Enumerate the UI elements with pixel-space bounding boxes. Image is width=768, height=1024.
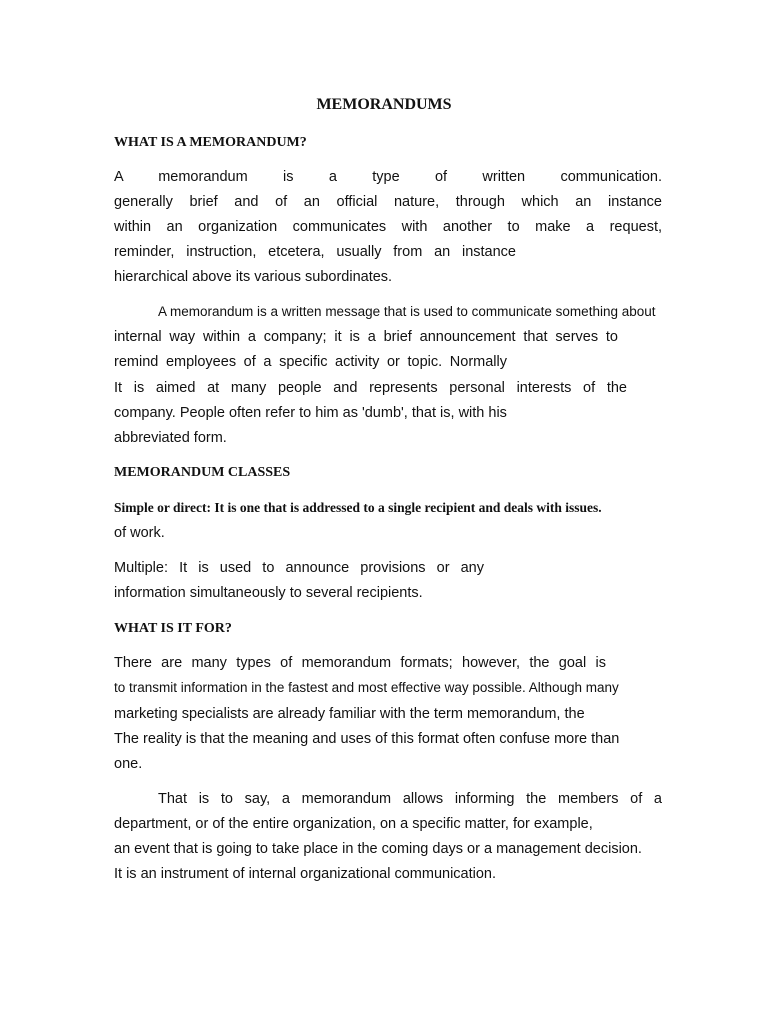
paragraph-line: There are many types of memorandum formats; however, the goal is xyxy=(114,655,606,671)
paragraph-line: hierarchical above its various subordinates. xyxy=(114,269,393,285)
paragraph-line: That is to say, a memorandum allows informing the members of a xyxy=(158,791,662,807)
paragraph-line: generally brief and of an official nature, through which an instance xyxy=(114,194,662,210)
section-heading-what-is-it-for: WHAT IS IT FOR? xyxy=(114,621,232,636)
paragraph-line: Multiple: It is used to announce provisions or any xyxy=(114,560,484,576)
paragraph-line: company. People often refer to him as 'dumb', that is, with his xyxy=(114,405,507,421)
paragraph-line: Simple or direct: It is one that is addressed to a single recipient and deals with issues. xyxy=(114,500,602,515)
paragraph-line: to transmit information in the fastest and most effective way possible. Although many xyxy=(114,680,619,695)
paragraph-line: of work. xyxy=(114,525,165,541)
document-title: MEMORANDUMS xyxy=(316,96,452,113)
paragraph-line: A memorandum is a written message that is used to communicate something about xyxy=(158,304,656,319)
paragraph-line: remind employees of a specific activity or topic. Normally xyxy=(114,354,507,370)
paragraph-line: The reality is that the meaning and uses of this format often confuse more than xyxy=(114,731,620,747)
paragraph-line: marketing specialists are already familiar with the term memorandum, the xyxy=(114,706,585,722)
paragraph-line: internal way within a company; it is a brief announcement that serves to xyxy=(114,329,618,345)
paragraph-line: one. xyxy=(114,756,143,772)
paragraph-line: information simultaneously to several recipients. xyxy=(114,585,423,601)
paragraph-line: reminder, instruction, etcetera, usually from an instance xyxy=(114,244,516,260)
paragraph-line: It is aimed at many people and represents personal interests of the xyxy=(114,380,627,396)
paragraph-line: abbreviated form. xyxy=(114,430,227,446)
paragraph-line: A memorandum is a type of written communication. xyxy=(114,169,662,185)
paragraph-line: It is an instrument of internal organizational communication. xyxy=(114,866,497,882)
section-heading-what-is: WHAT IS A MEMORANDUM? xyxy=(114,135,307,150)
section-heading-memorandum-classes: MEMORANDUM CLASSES xyxy=(114,465,291,480)
paragraph-line: department, or of the entire organization, on a specific matter, for example, xyxy=(114,816,593,832)
paragraph-line: an event that is going to take place in the coming days or a management decision. xyxy=(114,841,642,857)
paragraph-line: within an organization communicates with another to make a request, xyxy=(114,219,662,235)
